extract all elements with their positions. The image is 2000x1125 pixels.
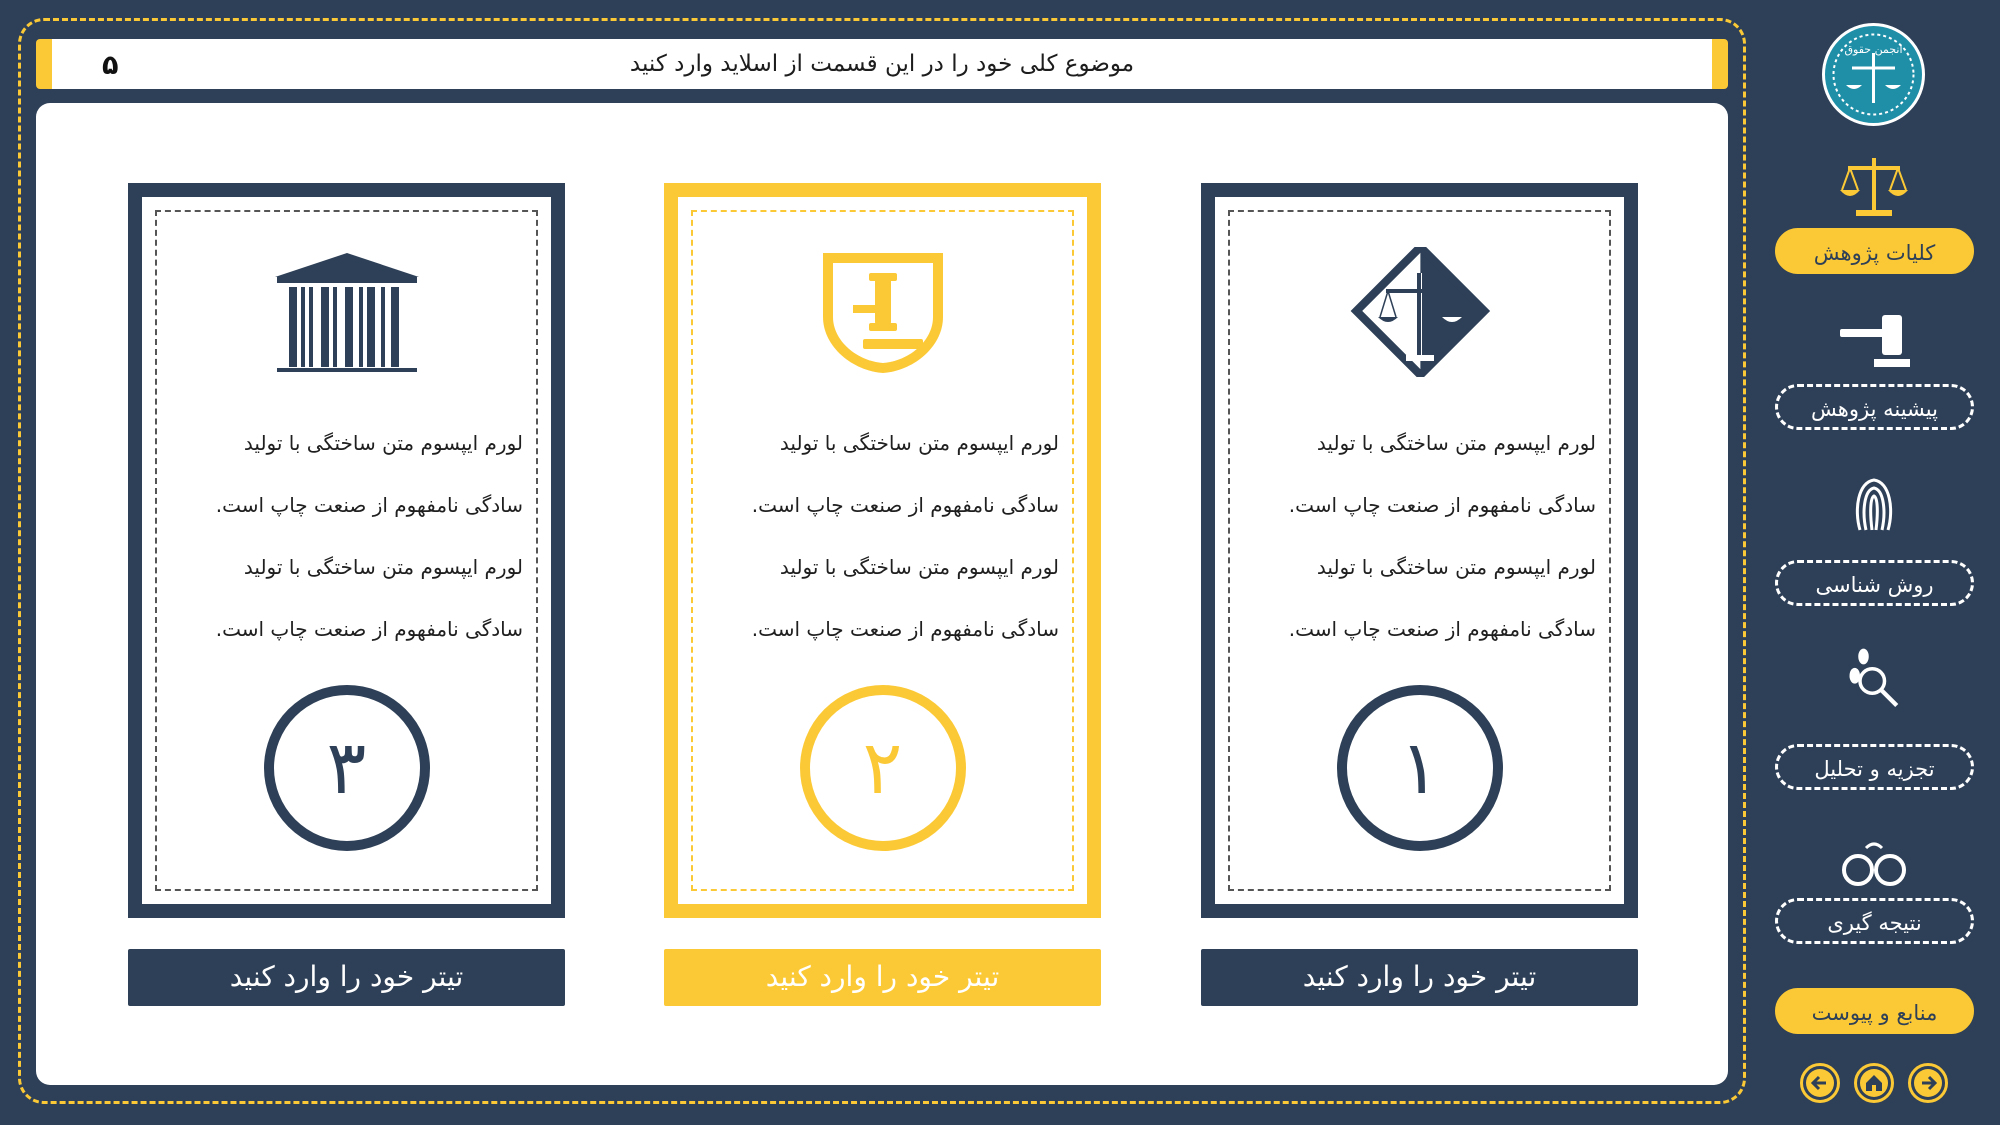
card-text-line: لورم ایپسوم متن ساختگی با تولید xyxy=(243,555,523,579)
logo-icon xyxy=(1822,23,1925,126)
nav-item-references[interactable]: منابع و پیوست xyxy=(1775,988,1974,1034)
nav-item-conclusion[interactable]: نتیجه گیری xyxy=(1775,898,1974,944)
card-3 xyxy=(128,183,565,918)
card-number: ۳ xyxy=(264,685,430,851)
card-text-line: لورم ایپسوم متن ساختگی با تولید xyxy=(1316,431,1596,455)
card-number: ۱ xyxy=(1337,685,1503,851)
footprint-magnifier-icon xyxy=(1834,646,1914,716)
scales-icon xyxy=(1834,152,1914,222)
card-1 xyxy=(1201,183,1638,918)
handcuffs-icon xyxy=(1834,826,1914,896)
page-number: ۵ xyxy=(102,50,119,81)
slide-title: موضوع کلی خود را در این قسمت از اسلاید وارد کنید xyxy=(629,51,1135,77)
gavel-shield-icon xyxy=(803,247,963,377)
nav-item-research-overview[interactable]: کلیات پژوهش xyxy=(1775,228,1974,274)
arrow-left-icon xyxy=(1806,1069,1834,1097)
card-text-line: سادگی نامفهوم از صنعت چاپ است. xyxy=(1288,617,1596,641)
courthouse-icon xyxy=(267,247,427,377)
arrow-right-icon xyxy=(1914,1069,1942,1097)
card-number: ۲ xyxy=(800,685,966,851)
gavel-icon xyxy=(1834,307,1914,377)
scales-diamond-icon xyxy=(1340,247,1500,377)
card-3-title-button[interactable]: تیتر خود را وارد کنید xyxy=(128,949,565,1006)
card-text-line: لورم ایپسوم متن ساختگی با تولید xyxy=(779,555,1059,579)
card-text-line: لورم ایپسوم متن ساختگی با تولید xyxy=(779,431,1059,455)
card-text-line: سادگی نامفهوم از صنعت چاپ است. xyxy=(215,493,523,517)
next-button[interactable] xyxy=(1908,1063,1948,1103)
prev-button[interactable] xyxy=(1800,1063,1840,1103)
fingerprint-icon xyxy=(1834,470,1914,540)
card-text xyxy=(170,412,523,660)
card-2-title-button[interactable]: تیتر خود را وارد کنید xyxy=(664,949,1101,1006)
logo-text: انجمن حقوق xyxy=(1844,43,1903,56)
nav-item-analysis[interactable]: تجزیه و تحلیل xyxy=(1775,744,1974,790)
nav-item-methodology[interactable]: روش شناسی xyxy=(1775,560,1974,606)
card-text-line: لورم ایپسوم متن ساختگی با تولید xyxy=(1316,555,1596,579)
card-text-line: لورم ایپسوم متن ساختگی با تولید xyxy=(243,431,523,455)
card-text xyxy=(1243,412,1596,660)
nav-item-research-background[interactable]: پیشینه پژوهش xyxy=(1775,384,1974,430)
home-button[interactable] xyxy=(1854,1063,1894,1103)
card-1-title-button[interactable]: تیتر خود را وارد کنید xyxy=(1201,949,1638,1006)
card-text-line: سادگی نامفهوم از صنعت چاپ است. xyxy=(751,617,1059,641)
card-text xyxy=(706,412,1059,660)
slide-header xyxy=(36,39,1728,89)
card-2 xyxy=(664,183,1101,918)
card-text-line: سادگی نامفهوم از صنعت چاپ است. xyxy=(1288,493,1596,517)
card-text-line: سادگی نامفهوم از صنعت چاپ است. xyxy=(215,617,523,641)
home-icon xyxy=(1860,1069,1888,1097)
card-text-line: سادگی نامفهوم از صنعت چاپ است. xyxy=(751,493,1059,517)
